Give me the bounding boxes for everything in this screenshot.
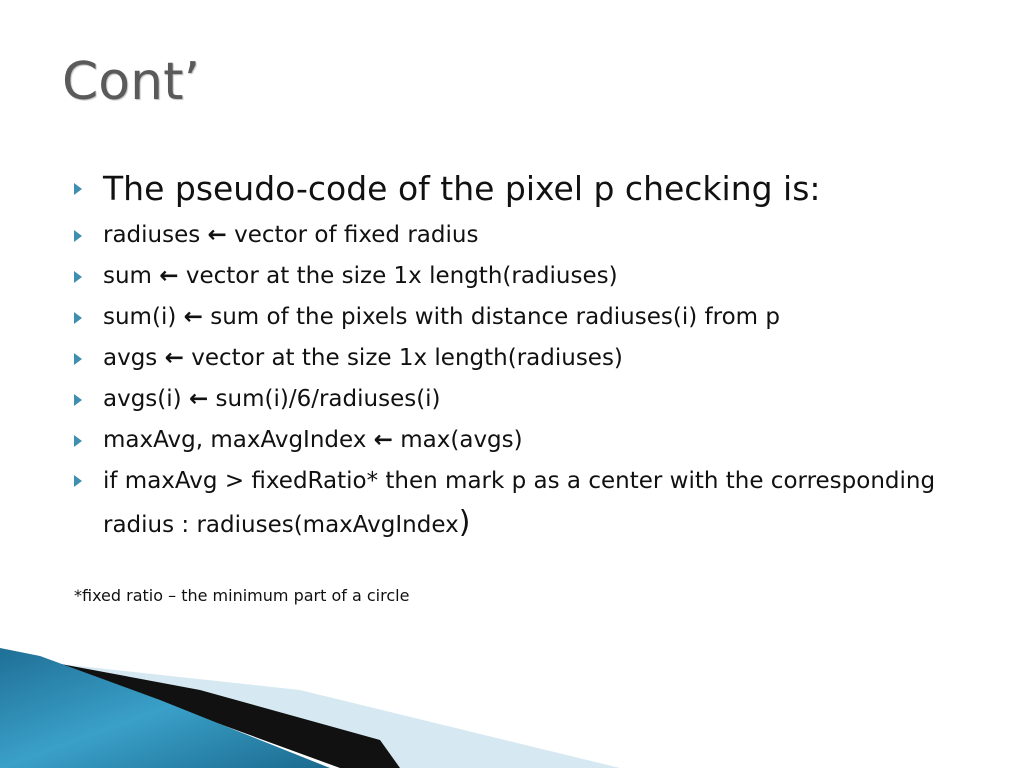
closing-paren: ) bbox=[458, 505, 471, 540]
bullet-rhs: vector at the size 1x length(radiuses) bbox=[191, 345, 623, 371]
left-arrow-icon: ← bbox=[188, 386, 209, 412]
left-arrow-icon: ← bbox=[159, 263, 179, 289]
bullet-lhs: sum bbox=[103, 263, 152, 289]
bullet-text: The pseudo-code of the pixel p checking is: bbox=[103, 169, 821, 208]
left-arrow-icon: ← bbox=[164, 345, 184, 371]
bullet-rhs: sum(i)/6/radiuses(i) bbox=[215, 386, 441, 412]
bullet-lhs: sum(i) bbox=[103, 304, 177, 330]
bullet-lhs: radiuses bbox=[103, 222, 201, 248]
bullet-rhs: sum of the pixels with distance radiuses(i) from p bbox=[210, 304, 780, 330]
left-arrow-icon: ← bbox=[207, 222, 227, 248]
bullet-rhs: vector of fixed radius bbox=[234, 222, 479, 248]
footnote: *fixed ratio – the minimum part of a circle bbox=[74, 586, 410, 605]
bullet-rhs: vector at the size 1x length(radiuses) bbox=[185, 263, 618, 289]
bullet-lhs: avgs(i) bbox=[103, 386, 182, 412]
left-arrow-icon: ← bbox=[183, 304, 203, 330]
slide-title: Cont’ bbox=[62, 52, 200, 112]
left-arrow-icon: ← bbox=[373, 427, 393, 453]
bullet-rhs: max(avgs) bbox=[400, 427, 523, 453]
bullet-text: if maxAvg > fixedRatio* then mark p as a center with the corresponding radius : radiuses(maxAvgIndex bbox=[103, 468, 936, 538]
bullet-lhs: maxAvg, maxAvgIndex bbox=[103, 427, 367, 453]
bullet-lhs: avgs bbox=[103, 345, 158, 371]
